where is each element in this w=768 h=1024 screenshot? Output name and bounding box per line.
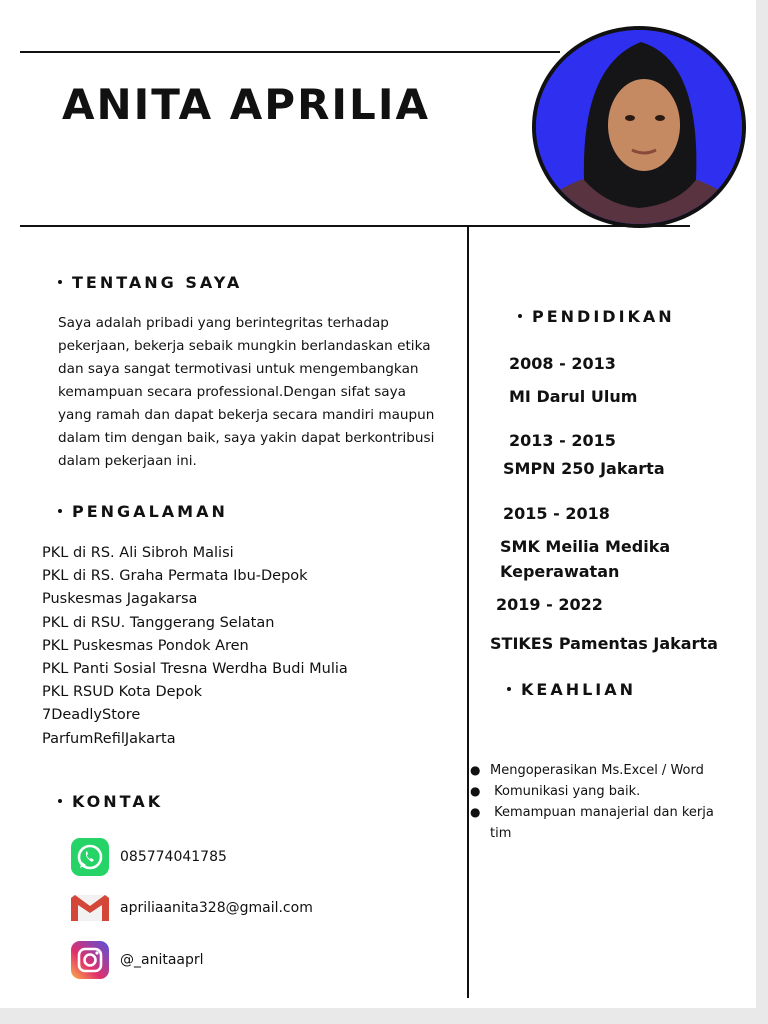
header-divider <box>20 225 690 227</box>
page-title: ANITA APRILIA <box>62 80 430 129</box>
list-item: PKL Panti Sosial Tresna Werdha Budi Mulia <box>42 661 348 678</box>
contact-heading-label: KONTAK <box>72 792 164 811</box>
education-school: SMPN 250 Jakarta <box>503 459 665 478</box>
skill-text: Mengoperasikan Ms.Excel / Word <box>490 763 704 778</box>
list-item: ParfumRefilJakarta <box>42 730 176 747</box>
bullet-dot <box>58 799 62 803</box>
contact-phone[interactable] <box>70 838 227 876</box>
instagram-handle: @_anitaaprl <box>120 952 204 968</box>
about-line: dalam pekerjaan ini. <box>58 453 197 469</box>
bullet-dot: ● <box>470 763 481 777</box>
list-item: 7DeadlyStore <box>42 707 141 724</box>
about-heading <box>58 273 242 292</box>
column-divider <box>467 226 469 998</box>
education-school: STIKES Pamentas Jakarta <box>490 634 718 653</box>
list-item: Puskesmas Jagakarsa <box>42 591 198 608</box>
about-line: yang ramah dan dapat bekerja secara mandiri maupun <box>58 407 435 423</box>
about-text <box>58 312 458 473</box>
education-year: 2013 - 2015 <box>509 431 616 450</box>
list-item: PKL Puskesmas Pondok Aren <box>42 637 249 654</box>
profile-photo <box>532 26 746 228</box>
list-item-continuation <box>470 823 750 844</box>
whatsapp-icon <box>70 838 110 876</box>
contact-instagram[interactable] <box>70 941 204 979</box>
education-year: 2019 - 2022 <box>496 595 603 614</box>
skill-text: Kemampuan manajerial dan kerja <box>490 805 714 820</box>
experience-list <box>42 542 452 751</box>
about-line: pekerjaan, bekerja sebaik mungkin berlandaskan etika <box>58 338 431 354</box>
gmail-icon <box>70 889 110 927</box>
education-heading-label: PENDIDIKAN <box>532 307 675 326</box>
skill-text: tim <box>490 826 512 841</box>
bullet-dot: ● <box>470 805 481 819</box>
about-line: dalam tim dengan baik, saya yakin dapat berkontribusi <box>58 430 435 446</box>
about-line: kemampuan secara professional.Dengan sifat saya <box>58 384 407 400</box>
phone-number: 085774041785 <box>120 849 227 865</box>
bullet-dot <box>58 509 62 513</box>
list-item <box>470 781 750 802</box>
bullet-dot <box>507 687 511 691</box>
about-heading-label: TENTANG SAYA <box>72 273 243 292</box>
list-item <box>470 802 750 823</box>
contact-email[interactable] <box>70 889 313 927</box>
experience-heading <box>58 502 228 521</box>
education-heading <box>518 307 675 326</box>
skills-list <box>470 760 750 844</box>
instagram-icon <box>70 941 110 979</box>
education-year: 2015 - 2018 <box>503 504 610 523</box>
education-school: MI Darul Ulum <box>509 387 638 406</box>
list-item <box>470 760 750 781</box>
skills-heading <box>507 680 636 699</box>
bullet-dot <box>518 314 522 318</box>
list-item: PKL RSUD Kota Depok <box>42 684 203 701</box>
education-major: Keperawatan <box>500 562 620 581</box>
contact-heading <box>58 792 163 811</box>
bullet-dot <box>58 280 62 284</box>
about-line: Saya adalah pribadi yang berintegritas terhadap <box>58 315 389 331</box>
skills-heading-label: KEAHLIAN <box>521 680 637 699</box>
about-line: dan saya sangat termotivasi untuk mengembangkan <box>58 361 419 377</box>
top-divider <box>20 51 560 53</box>
education-year: 2008 - 2013 <box>509 354 616 373</box>
bullet-dot: ● <box>470 784 481 798</box>
education-school: SMK Meilia Medika <box>500 537 671 556</box>
list-item: PKL di RS. Ali Sibroh Malisi <box>42 545 234 561</box>
list-item: PKL di RSU. Tanggerang Selatan <box>42 614 275 631</box>
experience-heading-label: PENGALAMAN <box>72 502 228 521</box>
list-item: PKL di RS. Graha Permata Ibu-Depok <box>42 568 308 585</box>
skill-text: Komunikasi yang baik. <box>490 784 641 799</box>
email-address: apriliaanita328@gmail.com <box>120 900 313 916</box>
